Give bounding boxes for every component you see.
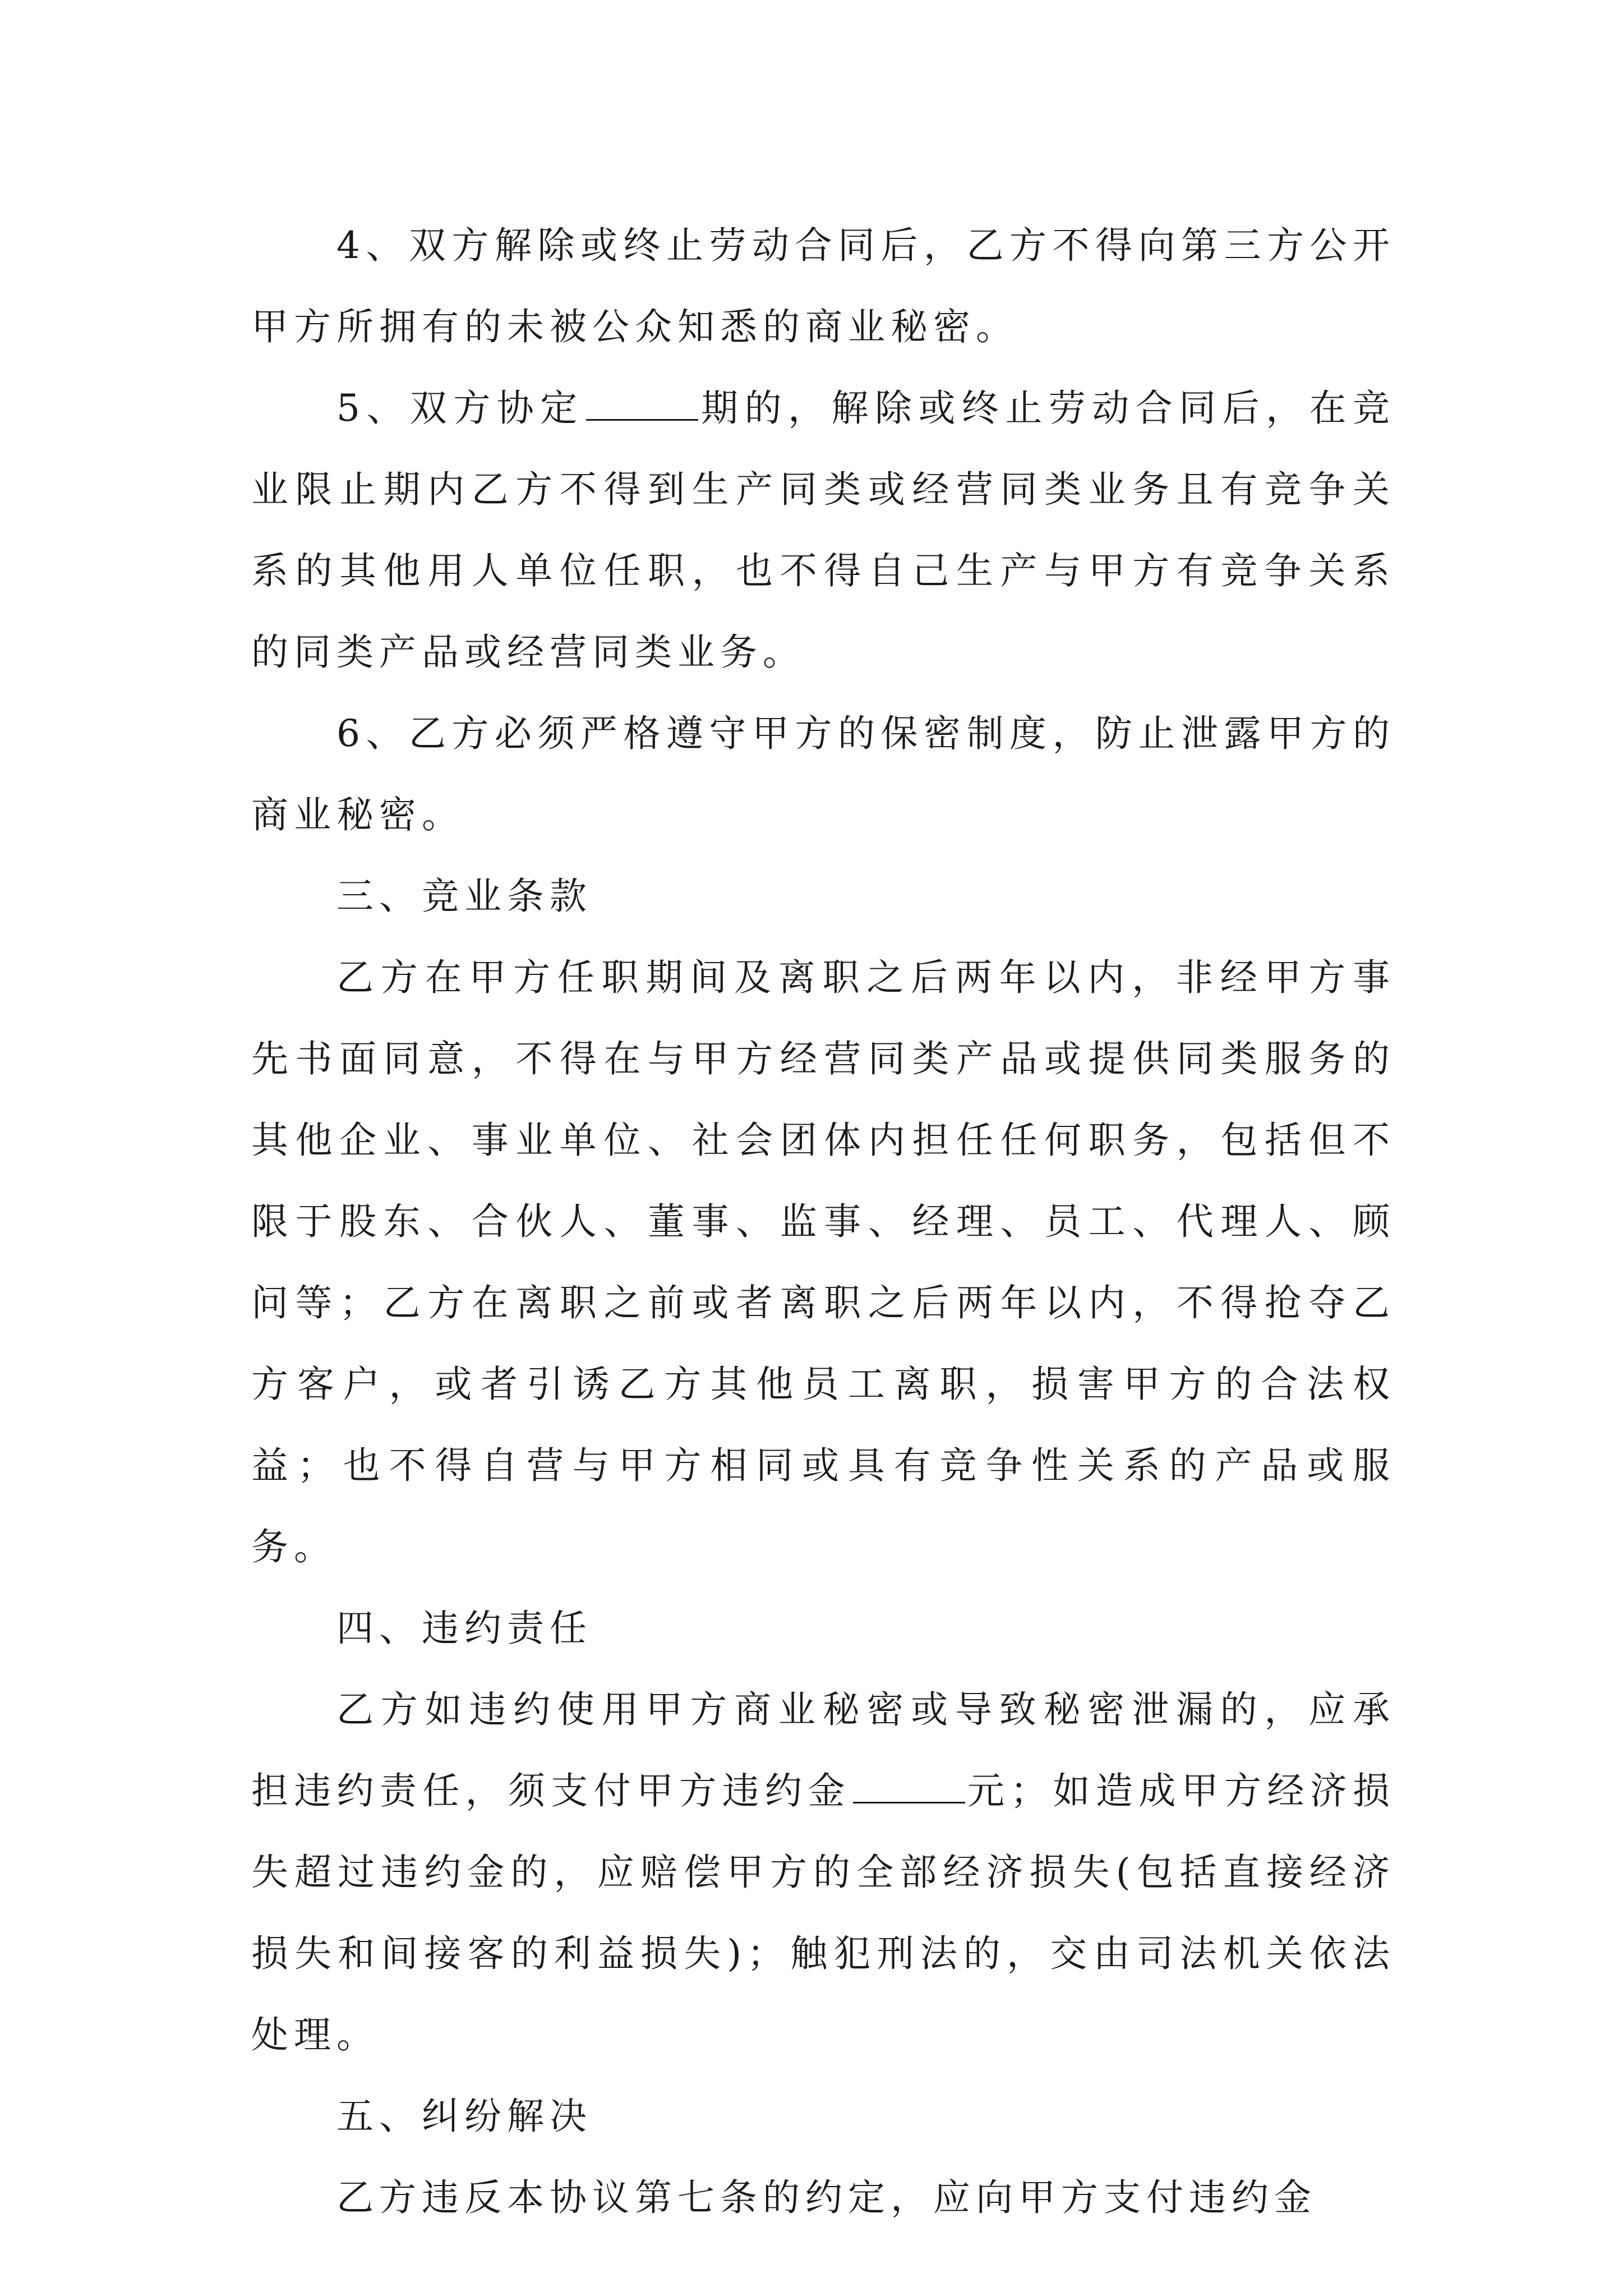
section-3-body-text: 乙方在甲方任职期间及离职之后两年以内，非经甲方事先书面同意，不得在与甲方经营同类产品或提供同类服务的其他企业、事业单位、社会团体内担任任何职务，包括但不限于股东、合伙人、董事、监事、经理、员工、代理人、顾问等；乙方在离职之前或者离职之后两年以内，不得抢夺乙方客户，或者引诱乙方其他员工离职，损害甲方的合法权益；也不得自营与甲方相同或具有竞争性关系的产品或服务。 xyxy=(251,956,1395,1568)
clause-5-text-after-blank: 期的，解除或终止劳动合同后，在竞业限止期内乙方不得到生产同类或经营同类业务且有竞争关系的其他用人单位任职，也不得自己生产与甲方有竞争关系的同类产品或经营同类业务。 xyxy=(251,386,1395,674)
fill-in-blank-penalty-amount xyxy=(853,1774,965,1803)
section-5-heading xyxy=(251,2076,1395,2157)
clause-6 xyxy=(251,693,1395,855)
section-3-heading-text: 三、竞业条款 xyxy=(336,875,592,918)
section-5-body-text: 乙方违反本协议第七条的约定，应向甲方支付违约金 xyxy=(336,2176,1317,2219)
section-4-body-before-blank: 乙方如违约使用甲方商业秘密或导致秘密泄漏的，应承担违约责任，须支付甲方违约金 xyxy=(251,1688,1395,1812)
clause-5-text-before-blank: 5、双方协定 xyxy=(336,386,584,430)
section-5-body xyxy=(251,2157,1395,2238)
clause-4-text: 4、双方解除或终止劳动合同后，乙方不得向第三方公开甲方所拥有的未被公众知悉的商业秘密。 xyxy=(251,224,1395,348)
clause-6-text: 6、乙方必须严格遵守甲方的保密制度，防止泄露甲方的商业秘密。 xyxy=(251,712,1395,836)
document-body xyxy=(251,205,1395,2238)
section-4-heading xyxy=(251,1588,1395,1669)
clause-5 xyxy=(251,367,1395,693)
fill-in-blank-period xyxy=(586,391,698,421)
section-3-heading xyxy=(251,855,1395,937)
section-5-heading-text: 五、纠纷解决 xyxy=(336,2095,592,2138)
section-4-heading-text: 四、违约责任 xyxy=(336,1607,592,1650)
clause-4 xyxy=(251,205,1395,367)
section-4-body-after-blank: 元；如造成甲方经济损失超过违约金的，应赔偿甲方的全部经济损失(包括直接经济损失和间接客的利益损失)；触犯刑法的，交由司法机关依法处理。 xyxy=(251,1769,1396,2056)
section-4-body xyxy=(251,1669,1395,2076)
section-3-body xyxy=(251,937,1395,1588)
